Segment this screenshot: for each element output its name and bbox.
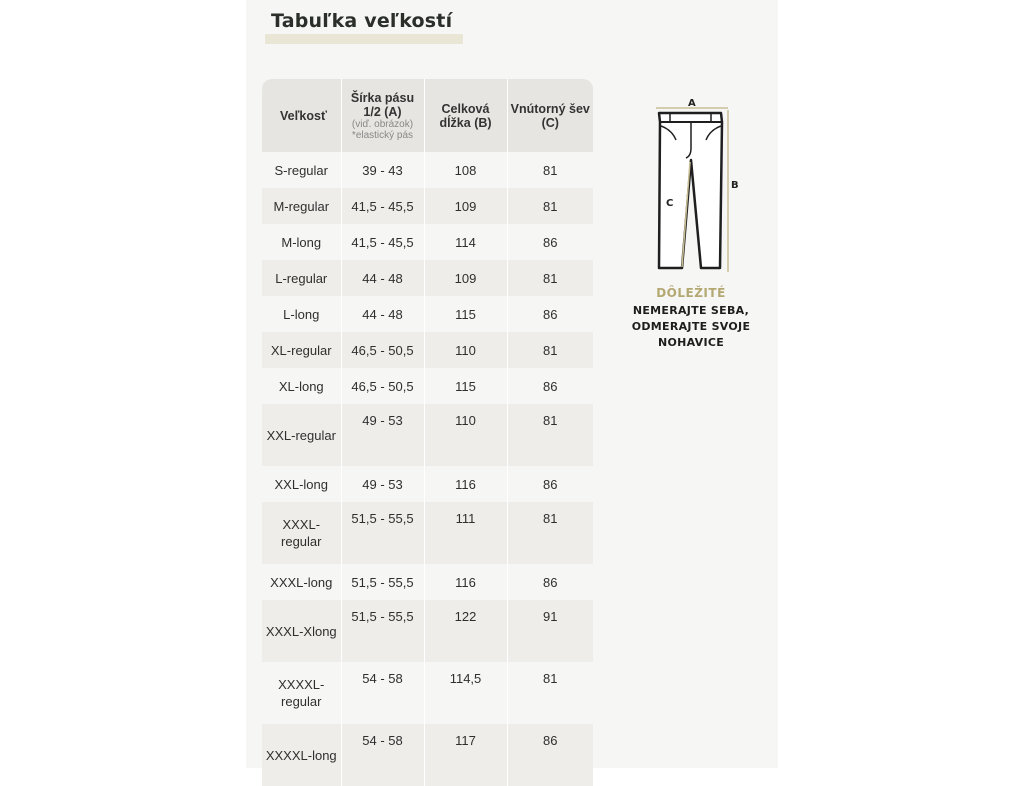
table-row	[262, 152, 593, 188]
cell-waist: 49 - 53	[341, 404, 424, 466]
table-row	[262, 260, 593, 296]
important-title: DÔLEŽITÉ	[656, 286, 726, 300]
important-line-3: NOHAVICE	[657, 336, 725, 349]
cell-waist: 51,5 - 55,5	[341, 564, 424, 600]
cell-length: 116	[424, 466, 507, 502]
cell-waist: 44 - 48	[341, 260, 424, 296]
table-header-row	[262, 79, 593, 152]
table-row	[262, 724, 593, 786]
important-line-1: NEMERAJTE SEBA,	[632, 304, 750, 317]
cell-waist: 41,5 - 45,5	[341, 188, 424, 224]
page-title: Tabuľka veľkostí	[271, 10, 453, 32]
cell-size: S-regular	[274, 162, 328, 178]
table-row	[262, 466, 593, 502]
pants-diagram	[640, 96, 760, 276]
col-header-waist-note2: *elastický pás	[351, 129, 414, 141]
cell-waist: 54 - 58	[341, 662, 424, 724]
cell-size: XXXXL-long	[262, 724, 341, 786]
cell-size: XXXXL-regular	[278, 677, 325, 709]
important-text	[612, 303, 770, 351]
cell-length: 122	[424, 600, 507, 662]
cell-inseam: 86	[507, 224, 593, 260]
cell-inseam: 86	[507, 368, 593, 404]
table-row	[262, 600, 593, 662]
cell-inseam: 86	[507, 564, 593, 600]
cell-length: 116	[424, 564, 507, 600]
cell-size: M-long	[281, 234, 322, 250]
cell-length: 114	[424, 224, 507, 260]
cell-length: 111	[424, 502, 507, 564]
cell-inseam: 86	[507, 724, 593, 786]
title-block	[265, 8, 458, 34]
col-header-inseam: Vnútorný šev (C)	[507, 79, 593, 152]
col-header-waist-label: Šírka pásu 1/2 (A)	[350, 90, 415, 119]
cell-inseam: 81	[507, 662, 593, 724]
cell-waist: 39 - 43	[341, 152, 424, 188]
label-c: C	[666, 198, 674, 209]
cell-waist: 46,5 - 50,5	[341, 332, 424, 368]
cell-waist: 41,5 - 45,5	[341, 224, 424, 260]
cell-length: 110	[424, 404, 507, 466]
important-note	[612, 286, 770, 351]
cell-size: XXXL-Xlong	[262, 600, 341, 662]
cell-inseam: 81	[507, 332, 593, 368]
table-row	[262, 188, 593, 224]
cell-waist: 46,5 - 50,5	[341, 368, 424, 404]
cell-length: 109	[424, 188, 507, 224]
table-row	[262, 296, 593, 332]
cell-length: 109	[424, 260, 507, 296]
cell-waist: 49 - 53	[341, 466, 424, 502]
table-row	[262, 332, 593, 368]
cell-waist: 44 - 48	[341, 296, 424, 332]
cell-inseam: 81	[507, 188, 593, 224]
title-highlight	[265, 34, 463, 44]
label-b: B	[731, 180, 739, 191]
col-header-size: Veľkosť	[262, 79, 341, 152]
cell-size: XL-regular	[262, 332, 341, 368]
cell-inseam: 81	[507, 152, 593, 188]
cell-size: XXL-long	[274, 476, 328, 492]
cell-waist: 54 - 58	[341, 724, 424, 786]
table-row	[262, 662, 593, 724]
cell-length: 110	[424, 332, 507, 368]
important-line-2: ODMERAJTE SVOJE	[631, 320, 751, 333]
col-header-waist	[341, 79, 424, 152]
cell-length: 115	[424, 296, 507, 332]
table-row	[262, 564, 593, 600]
cell-length: 114,5	[424, 662, 507, 724]
cell-length: 117	[424, 724, 507, 786]
table-row	[262, 404, 593, 466]
cell-inseam: 86	[507, 466, 593, 502]
cell-inseam: 81	[507, 260, 593, 296]
cell-size: XXXL-regular	[262, 502, 341, 564]
cell-size: L-regular	[262, 260, 341, 296]
table-row	[262, 502, 593, 564]
cell-size: XXXL-long	[270, 574, 333, 590]
label-a: A	[688, 98, 696, 109]
cell-waist: 51,5 - 55,5	[341, 600, 424, 662]
cell-size: XL-long	[278, 378, 324, 394]
cell-size: L-long	[283, 306, 320, 322]
table-row	[262, 368, 593, 404]
cell-length: 115	[424, 368, 507, 404]
cell-inseam: 86	[507, 296, 593, 332]
cell-size: M-regular	[262, 188, 341, 224]
cell-inseam: 81	[507, 502, 593, 564]
cell-waist: 51,5 - 55,5	[341, 502, 424, 564]
col-header-waist-note1: (viď. obrázok)	[351, 118, 414, 130]
cell-inseam: 81	[507, 404, 593, 466]
cell-length: 108	[424, 152, 507, 188]
size-table	[262, 79, 593, 786]
cell-size: XXL-regular	[262, 404, 341, 466]
cell-inseam: 91	[507, 600, 593, 662]
col-header-length: Celková dĺžka (B)	[424, 79, 507, 152]
table-row	[262, 224, 593, 260]
